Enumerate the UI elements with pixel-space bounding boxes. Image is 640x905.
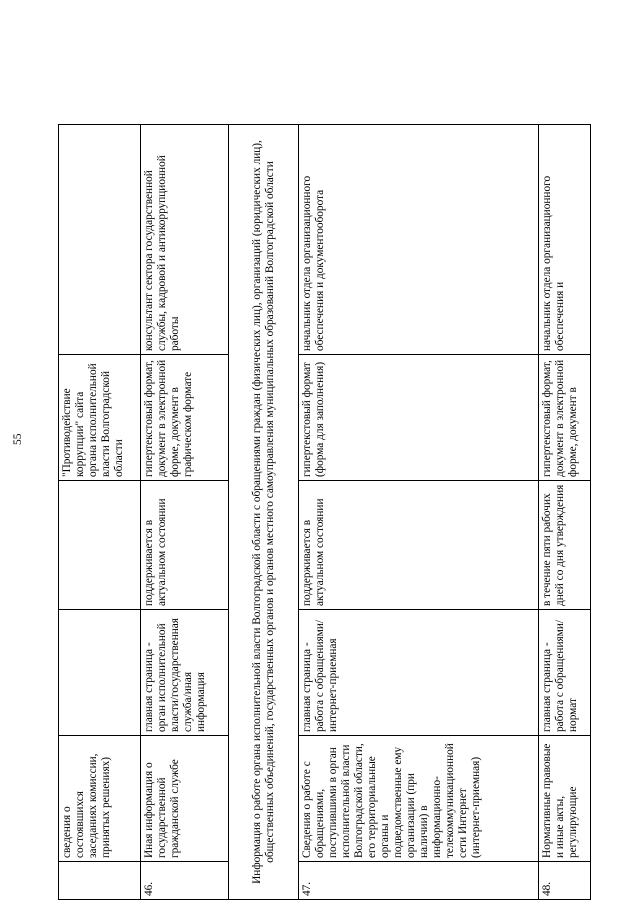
cell-period: [59, 481, 141, 610]
cell-location: главная страница - работа с обращениями/нормат: [539, 610, 591, 736]
cell-num: [59, 862, 141, 900]
table-row: [141, 125, 229, 900]
page-number: 55: [12, 433, 24, 445]
cell-period: поддерживается в актуальном состоянии: [299, 481, 539, 610]
cell-name: Иная информация о государственной гражданской службе: [141, 736, 229, 862]
cell-responsible: [59, 125, 141, 355]
cell-responsible: начальник отдела организационного обеспечения и: [539, 125, 591, 355]
cell-format: гипертекстовый формат (форма для заполнения): [299, 355, 539, 481]
data-table: [58, 124, 591, 900]
cell-period: в течение пяти рабочих дней со дня утверждения: [539, 481, 591, 610]
section-heading: Информация о работе органа исполнительной власти Волгоградской области с обращениями граждан (физических лиц), организаций (юридических лиц), общественных объединений, государственных органов и органов местного самоуправления муниципальных образований Волгоградской области: [229, 125, 299, 900]
cell-num: 47.: [299, 862, 539, 900]
section-row: [229, 125, 299, 900]
cell-location: главная страница - орган исполнительной власти/государственная служба/иная информация: [141, 610, 229, 736]
cell-format: гипертекстовый формат, документ в электронной форме, документ в графическом формате: [141, 355, 229, 481]
cell-format: гипертекстовый формат, документ в электронной форме, документ в: [539, 355, 591, 481]
rotated-table-container: [58, 125, 590, 900]
cell-num: 46.: [141, 862, 229, 900]
cell-format: "Противодействие коррупции" сайта органа исполнительной власти Волгоградской области: [59, 355, 141, 481]
cell-period: поддерживается в актуальном состоянии: [141, 481, 229, 610]
cell-responsible: консультант сектора государственной службы, кадровой и антикоррупционной работы: [141, 125, 229, 355]
table-row: [299, 125, 539, 900]
cell-location: [59, 610, 141, 736]
cell-name: Нормативные правовые и иные акты, регулирующие: [539, 736, 591, 862]
table-row: [59, 125, 141, 900]
cell-responsible: начальник отдела организационного обеспечения и документооборота: [299, 125, 539, 355]
cell-name: Сведения о работе с обращениями, поступившими в орган исполнительной власти Волгоградской области, его территориальные органы и подведомственные ему организации (при наличии) в информационно-телекоммуникационной сети Интернет (интернет-приемная): [299, 736, 539, 862]
cell-location: главная страница - работа с обращениями/интернет-приемная: [299, 610, 539, 736]
cell-name: сведения о состоявшихся заседаниях комиссии, принятых решениях): [59, 736, 141, 862]
cell-num: 48.: [539, 862, 591, 900]
table-row: [539, 125, 591, 900]
